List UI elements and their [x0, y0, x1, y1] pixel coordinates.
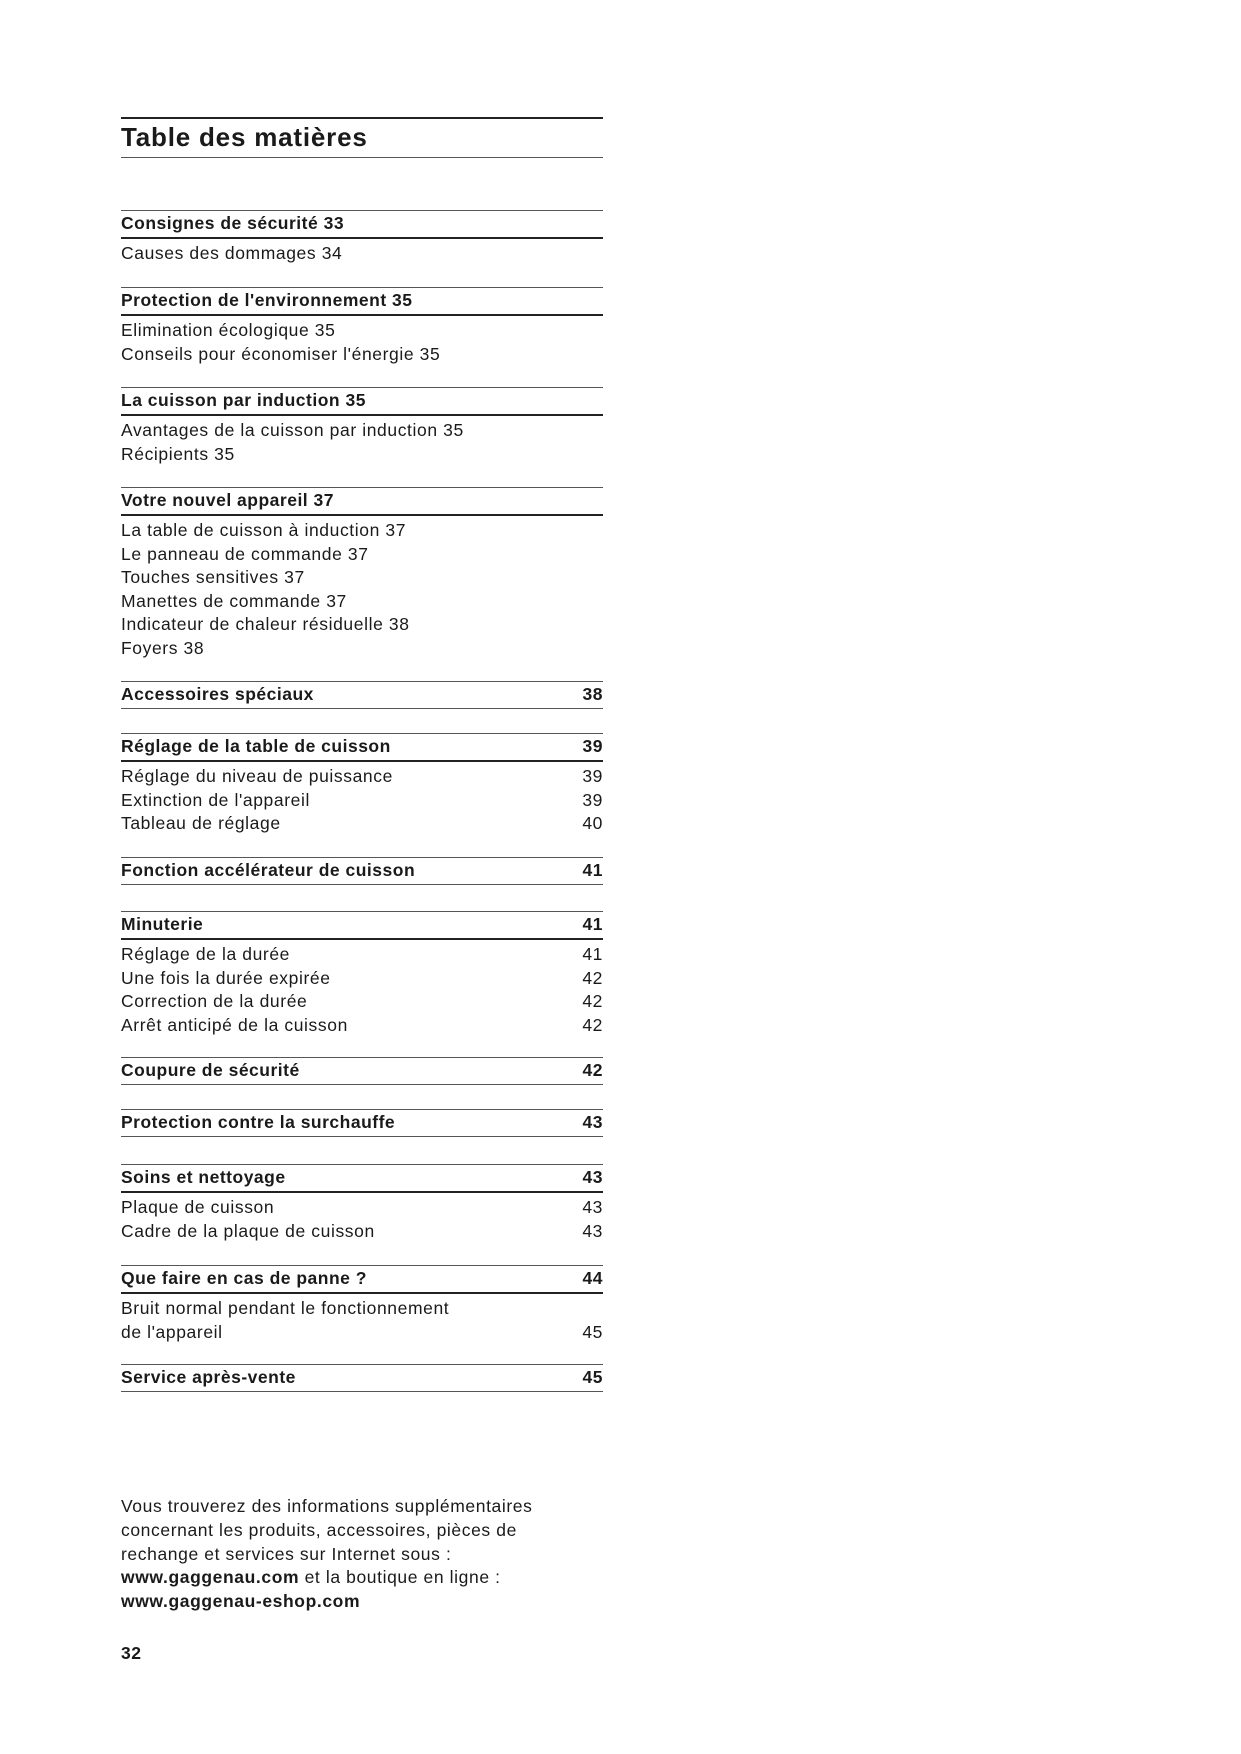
section-page-number: 41 — [582, 914, 603, 934]
toc-entry-page-number: 40 — [582, 813, 603, 834]
toc-entry-text: Le panneau de commande 37 — [121, 543, 369, 564]
section-heading[interactable] — [121, 210, 603, 239]
toc-entry-page-number: 43 — [582, 1220, 603, 1241]
section-page-number: 41 — [582, 860, 603, 880]
toc-entry[interactable] — [121, 543, 603, 567]
footer-line — [121, 1590, 681, 1614]
section-page-number: 39 — [582, 736, 603, 756]
toc-entry-text: Causes des dommages 34 — [121, 243, 343, 263]
toc-section — [121, 1057, 603, 1085]
section-title: Que faire en cas de panne ? — [121, 1268, 367, 1288]
toc-section — [121, 487, 603, 661]
toc-entry[interactable] — [121, 1220, 603, 1244]
toc-entry-text: Récipients 35 — [121, 443, 235, 464]
toc-entry-text: La table de cuisson à induction 37 — [121, 520, 407, 540]
section-title: Protection de l'environnement 35 — [121, 290, 413, 310]
toc-entry[interactable] — [121, 967, 603, 991]
section-title: Consignes de sécurité 33 — [121, 213, 345, 233]
section-page-number: 43 — [582, 1167, 603, 1187]
section-heading[interactable] — [121, 1109, 603, 1137]
section-heading[interactable] — [121, 1164, 603, 1193]
footer-line-rest: et la boutique en ligne : — [299, 1567, 501, 1588]
section-title: Votre nouvel appareil 37 — [121, 490, 334, 510]
toc-entry[interactable] — [121, 1297, 603, 1321]
toc-section — [121, 1265, 603, 1344]
section-title: Fonction accélérateur de cuisson — [121, 860, 416, 880]
section-title: Accessoires spéciaux — [121, 684, 314, 704]
section-title: Réglage de la table de cuisson — [121, 736, 391, 756]
toc-entry-text: Elimination écologique 35 — [121, 320, 336, 340]
footer-line: rechange et services sur Internet sous : — [121, 1543, 452, 1564]
section-page-number: 43 — [582, 1112, 603, 1132]
toc-entry-text: Touches sensitives 37 — [121, 567, 305, 588]
footer-line: concernant les produits, accessoires, pièces de — [121, 1519, 517, 1540]
toc-entry-text: Manettes de commande 37 — [121, 590, 347, 611]
toc-entry[interactable] — [121, 613, 603, 637]
section-page-number: 42 — [582, 1060, 603, 1080]
toc-entry[interactable] — [121, 566, 603, 590]
toc-entry-text: Tableau de réglage — [121, 813, 281, 834]
section-title: Minuterie — [121, 914, 204, 934]
toc-entry[interactable] — [121, 812, 603, 836]
toc-entry[interactable] — [121, 1014, 603, 1038]
toc-section — [121, 857, 603, 885]
footer-line — [121, 1566, 681, 1590]
section-heading[interactable] — [121, 1265, 603, 1294]
toc-section — [121, 733, 603, 836]
section-page-number: 44 — [582, 1268, 603, 1288]
section-title: Protection contre la surchauffe — [121, 1112, 396, 1132]
toc-entry-page-number: 39 — [582, 766, 603, 786]
toc-entry-page-number: 41 — [582, 944, 603, 964]
toc-entry-text: Correction de la durée — [121, 991, 308, 1012]
toc-section — [121, 1109, 603, 1137]
toc-entry-page-number: 39 — [582, 789, 603, 810]
toc-entry-page-number: 42 — [582, 967, 603, 988]
toc-entry-text: Cadre de la plaque de cuisson — [121, 1220, 375, 1241]
toc-section — [121, 1364, 603, 1392]
toc-entry[interactable] — [121, 319, 603, 343]
toc-entry[interactable] — [121, 789, 603, 813]
toc-section — [121, 287, 603, 366]
section-heading[interactable] — [121, 287, 603, 316]
section-title: Coupure de sécurité — [121, 1060, 300, 1080]
toc-entry[interactable] — [121, 590, 603, 614]
toc-entry[interactable] — [121, 443, 603, 467]
section-heading[interactable] — [121, 387, 603, 416]
toc-entry[interactable] — [121, 765, 603, 789]
section-title: La cuisson par induction 35 — [121, 390, 366, 410]
toc-entry-page-number: 45 — [582, 1321, 603, 1342]
toc-entry-text: Extinction de l'appareil — [121, 789, 310, 810]
section-heading[interactable] — [121, 487, 603, 516]
page-title: Table des matières — [121, 117, 603, 158]
toc-entry-text: Une fois la durée expirée — [121, 967, 331, 988]
toc-entry-text: de l'appareil — [121, 1321, 223, 1342]
toc-section — [121, 387, 603, 466]
section-heading[interactable] — [121, 911, 603, 940]
page-number: 32 — [121, 1643, 142, 1663]
section-heading[interactable] — [121, 1364, 603, 1392]
toc-entry[interactable] — [121, 637, 603, 661]
toc-entry-text: Arrêt anticipé de la cuisson — [121, 1014, 348, 1035]
toc-section — [121, 1164, 603, 1243]
toc-entry-page-number: 42 — [582, 1014, 603, 1035]
section-page-number: 45 — [582, 1367, 603, 1387]
toc-entry[interactable] — [121, 990, 603, 1014]
eshop-link[interactable]: www.gaggenau-eshop.com — [121, 1591, 361, 1612]
toc-entry-page-number: 42 — [582, 991, 603, 1012]
section-title: Soins et nettoyage — [121, 1167, 286, 1187]
toc-entry-text: Réglage de la durée — [121, 944, 291, 964]
toc-entry-text: Conseils pour économiser l'énergie 35 — [121, 343, 441, 364]
footer-text — [121, 1495, 681, 1614]
toc-section — [121, 911, 603, 1037]
toc-entry-text: Plaque de cuisson — [121, 1197, 275, 1217]
toc-entry-text: Foyers 38 — [121, 637, 205, 658]
section-heading[interactable] — [121, 1057, 603, 1085]
toc-entry[interactable] — [121, 343, 603, 367]
section-heading[interactable] — [121, 681, 603, 709]
toc-entry[interactable] — [121, 1321, 603, 1345]
toc-section — [121, 210, 603, 266]
section-heading[interactable] — [121, 733, 603, 762]
section-page-number: 38 — [582, 684, 603, 704]
toc-entry[interactable] — [121, 419, 603, 443]
toc-entry-text: Avantages de la cuisson par induction 35 — [121, 420, 464, 440]
toc-entry-text: Bruit normal pendant le fonctionnement — [121, 1298, 450, 1318]
toc-section — [121, 681, 603, 709]
footer-line: Vous trouverez des informations supplémentaires — [121, 1496, 533, 1516]
toc-entry[interactable] — [121, 242, 603, 266]
section-title: Service après-vente — [121, 1367, 296, 1387]
toc-entry-text: Réglage du niveau de puissance — [121, 766, 393, 786]
website-link[interactable]: www.gaggenau.com — [121, 1567, 300, 1588]
toc-entry-text: Indicateur de chaleur résiduelle 38 — [121, 614, 410, 635]
toc-entry[interactable] — [121, 943, 603, 967]
section-heading[interactable] — [121, 857, 603, 885]
toc-entry-page-number: 43 — [582, 1197, 603, 1217]
toc-entry[interactable] — [121, 519, 603, 543]
toc-entry[interactable] — [121, 1196, 603, 1220]
